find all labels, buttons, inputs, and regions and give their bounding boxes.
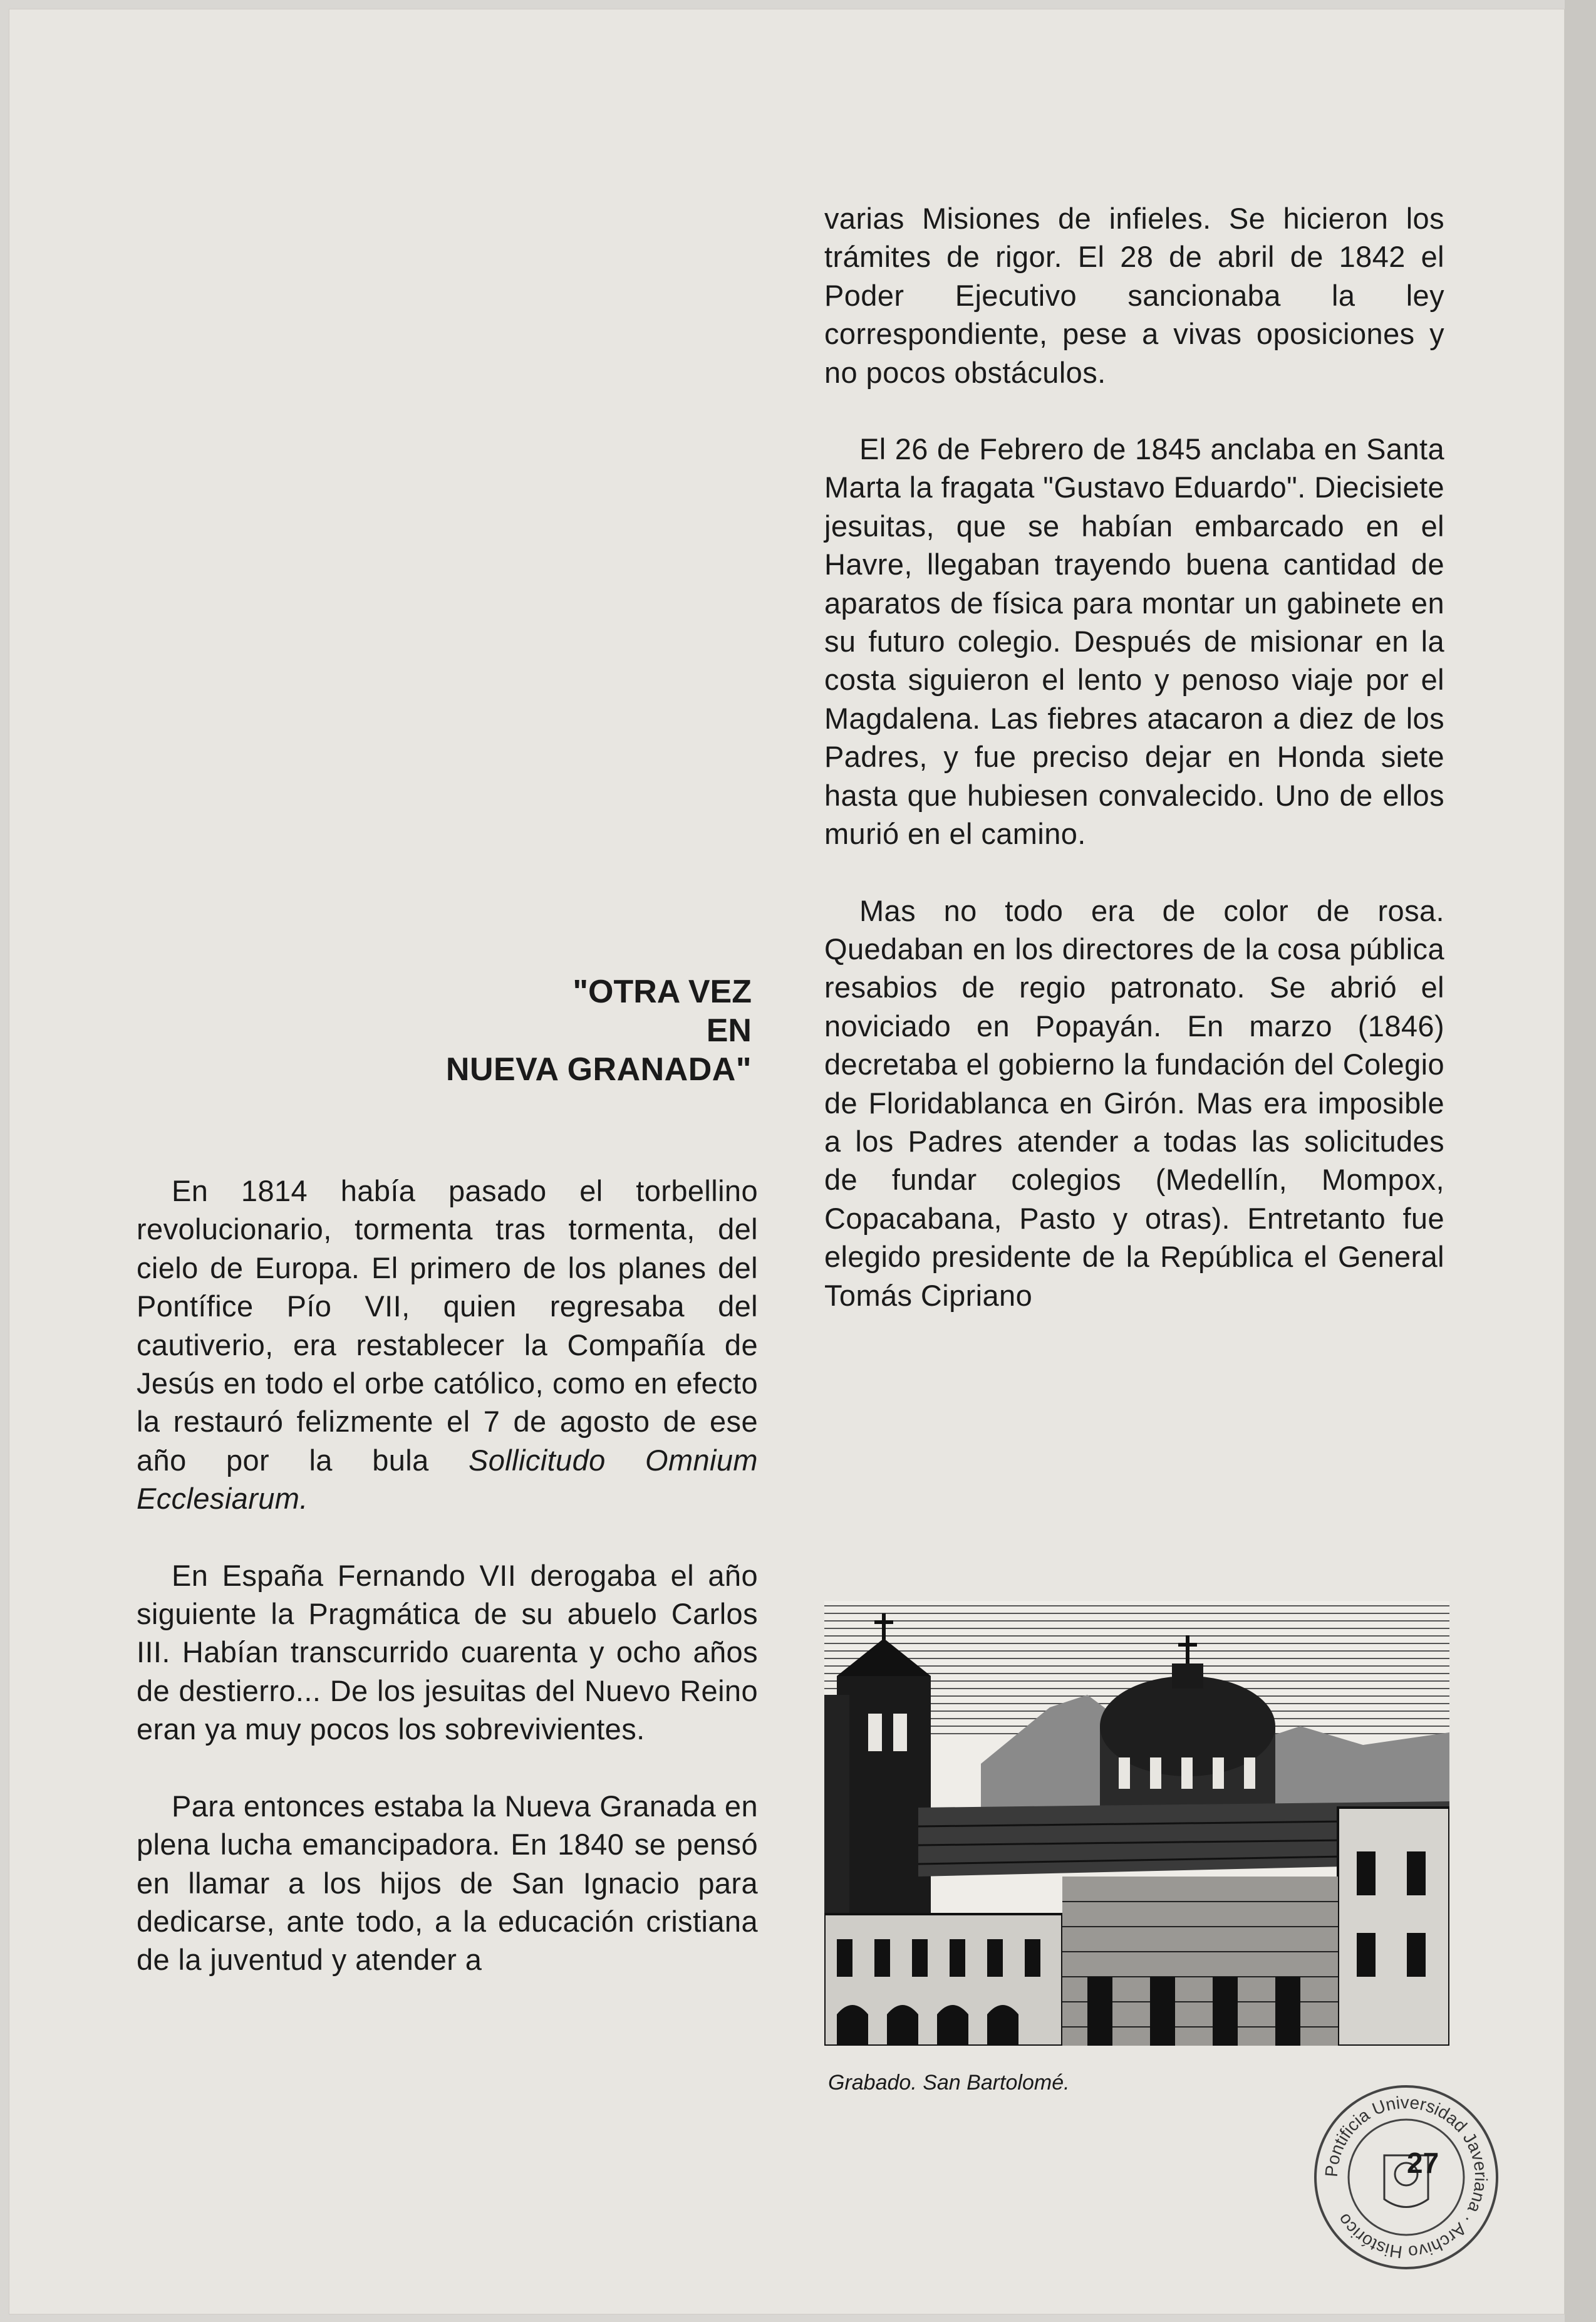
heading-line-1: "OTRA VEZ [573,974,752,1010]
svg-text:Pontificia Universidad Javeria [1322,2093,1491,2262]
section-heading [351,972,752,1089]
left-paragraph-1-text: En 1814 había pasado el torbellino revolucionario, tormenta tras tormenta, del cielo de Europa. El primero de los planes del Pontífice Pío VII, quien regresaba del cautiverio, era restablecer la Compañía de Jesús en todo el orbe católico, como en efecto la restauró felizmente el 7 de agosto de ese año por la bula [137,1174,758,1477]
right-paragraph-3: Mas no todo era de color de rosa. Quedaban en los directores de la cosa pública resabios de regio patronato. Se abrió el noviciado en Popayán. En marzo (1846) decretaba el gobierno la fundación del Colegio de Floridablanca en Girón. Mas era imposible a los Padres atender a todas las solicitudes de fundar colegios (Medellín, Mompox, Copacabana, Pasto y otras). Entretanto fue elegido presidente de la República el General Tomás Cipriano [824,893,1444,1312]
heading-line-3: NUEVA GRANADA" [445,1051,752,1088]
engraving-illustration [824,1601,1449,2046]
page-edge [1565,0,1596,2322]
archive-seal [1309,2080,1503,2274]
left-paragraph-3: Para entonces estaba la Nueva Granada en plena lucha emancipadora. En 1840 se pensó en llamar a los hijos de San Ignacio para dedicarse, ante todo, a la educación cristiana de la juventud y atender a [137,1789,758,1977]
left-paragraph-2: En España Fernando VII derogaba el año siguiente la Pragmática de su abuelo Carlos III. Habían transcurrido cuarenta y ocho años de destierro... De los jesuitas del Nuevo Reino eran ya muy pocos los sobrevivientes. [137,1558,758,1746]
page-number: 27 [1407,2147,1439,2179]
right-paragraph-2: El 26 de Febrero de 1845 anclaba en Santa Marta la fragata "Gustavo Eduardo". Diecisiete jesuitas, que se habían embarcado en el Havre, llegaban trayendo buena cantidad de aparatos de física para montar un gabinete en su futuro colegio. Después de misionar en la costa siguieron el lento y penoso viaje por el Magdalena. Las fiebres atacaron a diez de los Padres, y fue preciso dejar en Honda siete hasta que hubiesen convalecido. Uno de ellos murió en el camino. [824,432,1444,851]
right-column [824,199,1444,1315]
left-column [137,1172,758,1979]
figure-caption: Grabado. San Bartolomé. [828,2071,1070,2095]
seal-text: Pontificia Universidad Javeriana · Archivo Histórico [1321,2092,1491,2262]
right-paragraph-1: varias Misiones de infieles. Se hicieron los trámites de rigor. El 28 de abril de 1842 el Poder Ejecutivo sancionaba la ley correspondiente, pese a vivas oposiciones y no pocos obstáculos. [824,202,1444,389]
bull-title: Sollicitudo Omnium Ecclesiarum. [137,1443,758,1516]
heading-line-2: EN [706,1013,752,1049]
engraving-san-bartolome [824,1601,1449,2046]
left-paragraph-1 [137,1172,758,1518]
